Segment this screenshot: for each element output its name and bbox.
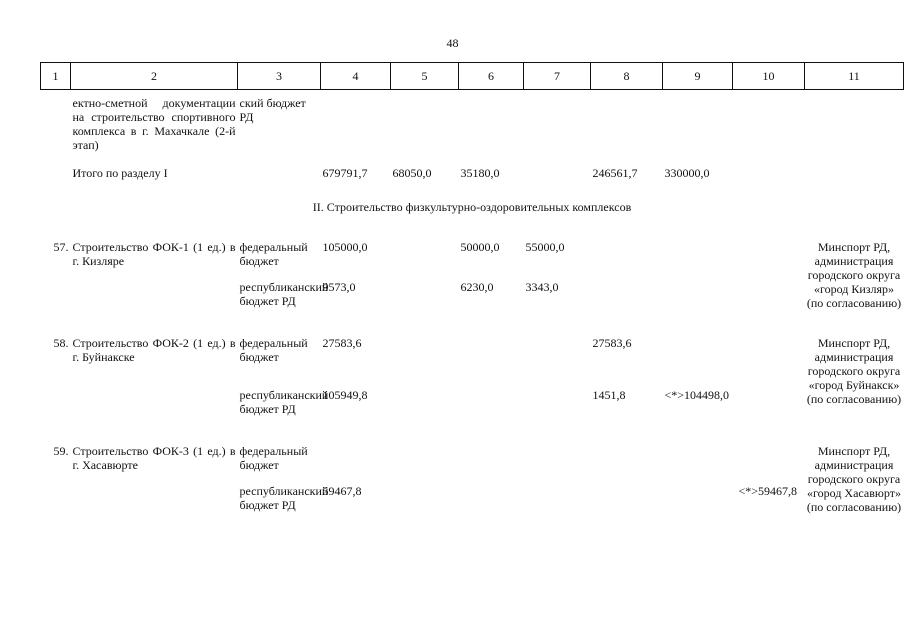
value-col7 <box>524 484 591 530</box>
object-name: Строительство ФОК-2 (1 ед.) в г. Буйнакске <box>72 336 236 364</box>
table-row <box>41 236 904 280</box>
object-name: Строительство ФОК-1 (1 ед.) в г. Кизляре <box>72 240 236 268</box>
carry-over-source: ский бюджет РД <box>239 96 306 124</box>
row-number: 58. <box>53 336 69 350</box>
value-col7 <box>524 440 591 484</box>
total-col6: 35180,0 <box>460 166 500 180</box>
object-name: Строительство ФОК-3 (1 ед.) в г. Хасавюрте <box>72 444 236 472</box>
funding-source: республиканский бюджет РД <box>239 280 329 308</box>
column-header: 10 <box>733 63 805 90</box>
value-col10: <*>59467,8 <box>738 484 798 498</box>
value-col8: 1451,8 <box>592 388 626 402</box>
funding-source: республиканский бюджет РД <box>239 388 329 416</box>
value-col9 <box>663 280 733 332</box>
value-col4: 105000,0 <box>322 240 368 254</box>
total-col5: 68050,0 <box>392 166 432 180</box>
column-numbers-row <box>41 63 904 90</box>
column-header: 7 <box>524 63 591 90</box>
value-col4 <box>321 440 391 484</box>
value-col6 <box>459 332 524 388</box>
table-row <box>41 440 904 484</box>
budget-table <box>40 62 904 530</box>
value-col4: 27583,6 <box>322 336 362 350</box>
total-col8: 246561,7 <box>592 166 638 180</box>
value-col6 <box>459 388 524 440</box>
column-header: 3 <box>238 63 321 90</box>
value-col8 <box>591 236 663 280</box>
value-col8 <box>591 440 663 484</box>
value-col10 <box>733 332 805 388</box>
value-col10 <box>733 440 805 484</box>
table-row <box>41 332 904 388</box>
section-title: II. Строительство физкультурно-оздоровительных комплексов <box>312 200 632 214</box>
column-header: 2 <box>71 63 238 90</box>
value-col9 <box>663 484 733 530</box>
value-col10 <box>733 236 805 280</box>
carry-over-row <box>41 90 904 153</box>
carry-over-name: ектно-сметной документации на строительство спортивного комплекса в г. Махачкале (2-й этап) <box>72 96 236 152</box>
responsible-org: Минспорт РД, администрация городского округа «город Кизляр» (по согласованию) <box>806 240 902 310</box>
funding-source: федеральный бюджет <box>239 336 308 364</box>
responsible-org: Минспорт РД, администрация городского округа «город Хасавюрт» (по согласованию) <box>806 444 902 514</box>
value-col9 <box>663 332 733 388</box>
value-col10 <box>733 280 805 332</box>
page-number: 48 <box>446 36 459 50</box>
column-header: 9 <box>663 63 733 90</box>
value-col6 <box>459 440 524 484</box>
value-col9: <*>104498,0 <box>664 388 730 402</box>
value-col8: 27583,6 <box>592 336 632 350</box>
row-number: 59. <box>53 444 69 458</box>
section-title-row <box>41 180 904 236</box>
funding-source: федеральный бюджет <box>239 240 308 268</box>
column-header: 4 <box>321 63 391 90</box>
value-col4: 59467,8 <box>322 484 362 498</box>
value-col10 <box>733 388 805 440</box>
value-col6: 6230,0 <box>460 280 494 294</box>
total-col4: 679791,7 <box>322 166 368 180</box>
value-col7 <box>524 388 591 440</box>
column-header: 1 <box>41 63 71 90</box>
responsible-org: Минспорт РД, администрация городского округа «город Буйнакск» (по согласованию) <box>806 336 902 406</box>
column-header: 8 <box>591 63 663 90</box>
column-header: 11 <box>805 63 904 90</box>
funding-source: федеральный бюджет <box>239 444 308 472</box>
value-col4: 105949,8 <box>322 388 368 402</box>
total-col9: 330000,0 <box>664 166 710 180</box>
value-col8 <box>591 484 663 530</box>
value-col9 <box>663 440 733 484</box>
row-number: 57. <box>53 240 69 254</box>
column-header: 5 <box>391 63 459 90</box>
value-col9 <box>663 236 733 280</box>
funding-source: республиканский бюджет РД <box>239 484 329 512</box>
value-col7: 3343,0 <box>525 280 559 294</box>
total-label: Итого по разделу I <box>72 166 168 180</box>
value-col7: 55000,0 <box>525 240 565 254</box>
column-header: 6 <box>459 63 524 90</box>
value-col6: 50000,0 <box>460 240 500 254</box>
value-col4: 9573,0 <box>322 280 356 294</box>
value-col8 <box>591 280 663 332</box>
value-col7 <box>524 332 591 388</box>
section-total-row <box>41 152 904 180</box>
value-col6 <box>459 484 524 530</box>
